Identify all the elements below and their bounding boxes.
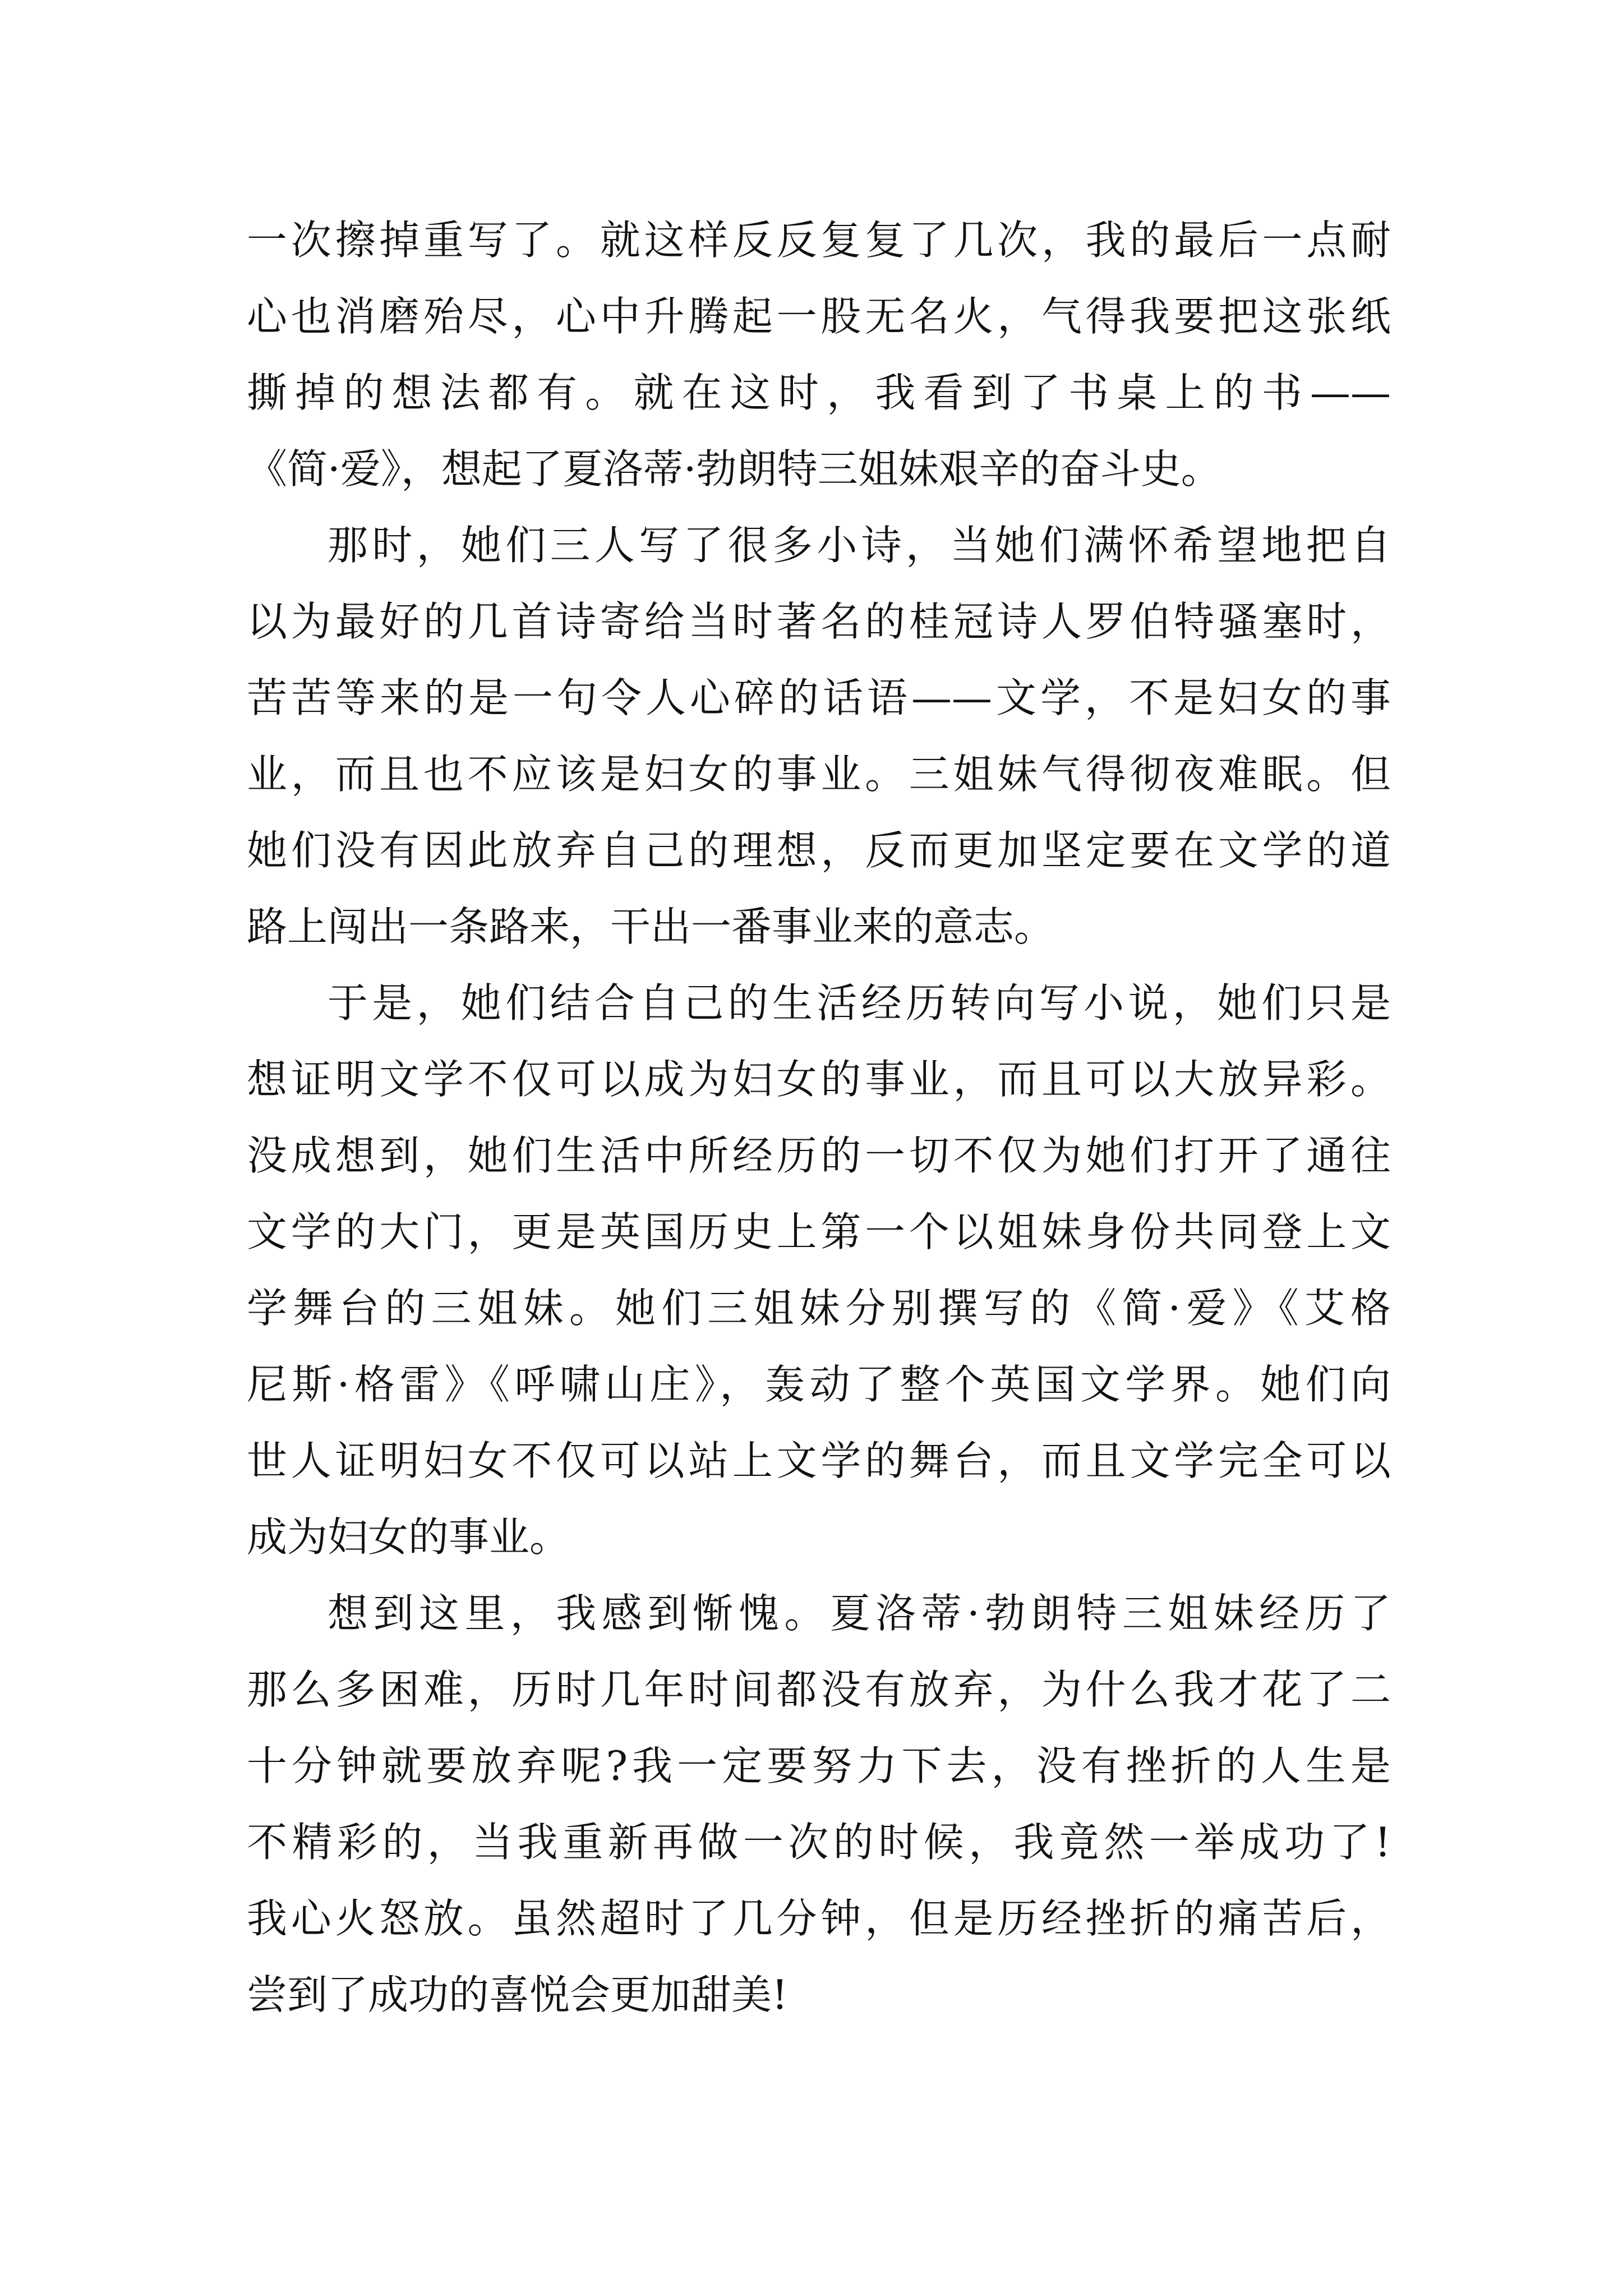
- text-line: 于是，她们结合自己的生活经历转向写小说，她们只是: [328, 979, 1391, 1027]
- paragraph-4: [247, 1575, 1391, 2033]
- text-line: 不精彩的，当我重新再做一次的时候，我竟然一举成功了!: [247, 1819, 1391, 1866]
- paragraph-2: [247, 507, 1391, 965]
- text-line: 一次擦掉重写了。就这样反反复复了几次，我的最后一点耐: [247, 217, 1391, 264]
- text-line: 文学的大门，更是英国历史上第一个以姐妹身份共同登上文: [247, 1208, 1391, 1255]
- text-line: 业，而且也不应该是妇女的事业。三姐妹气得彻夜难眠。但: [247, 751, 1391, 798]
- text-line: 那时，她们三人写了很多小诗，当她们满怀希望地把自: [328, 522, 1391, 569]
- text-line: 学舞台的三姐妹。她们三姐妹分别撰写的《简·爱》《艾格: [247, 1285, 1391, 1332]
- text-line: 成为妇女的事业。: [247, 1513, 570, 1561]
- text-line: 没成想到，她们生活中所经历的一切不仅为她们打开了通往: [247, 1132, 1391, 1179]
- text-line: 她们没有因此放弃自己的理想，反而更加坚定要在文学的道: [247, 827, 1391, 874]
- text-line: 尼斯·格雷》《呼啸山庄》，轰动了整个英国文学界。她们向: [247, 1361, 1391, 1408]
- text-line: 尝到了成功的喜悦会更加甜美!: [247, 1971, 788, 2018]
- body-text: [247, 202, 1391, 2033]
- text-line: 我心火怒放。虽然超时了几分钟，但是历经挫折的痛苦后，: [247, 1895, 1391, 1942]
- paragraph-1: [247, 202, 1391, 507]
- text-line: 世人证明妇女不仅可以站上文学的舞台，而且文学完全可以: [247, 1437, 1391, 1484]
- text-line: 《简·爱》，想起了夏洛蒂·勃朗特三姐妹艰辛的奋斗史。: [247, 445, 1221, 493]
- text-line: 想证明文学不仅可以成为妇女的事业，而且可以大放异彩。: [247, 1056, 1391, 1103]
- text-line: 十分钟就要放弃呢?我一定要努力下去，没有挫折的人生是: [247, 1742, 1391, 1789]
- text-line: 苦苦等来的是一句令人心碎的话语——文学，不是妇女的事: [247, 674, 1391, 721]
- text-line: 心也消磨殆尽，心中升腾起一股无名火，气得我要把这张纸: [247, 293, 1391, 340]
- text-line: 以为最好的几首诗寄给当时著名的桂冠诗人罗伯特骚塞时，: [247, 598, 1391, 645]
- paragraph-3: [247, 965, 1391, 1575]
- text-line: 那么多困难，历时几年时间都没有放弃，为什么我才花了二: [247, 1666, 1391, 1713]
- text-line: 想到这里，我感到惭愧。夏洛蒂·勃朗特三姐妹经历了: [328, 1590, 1391, 1637]
- text-line: 路上闯出一条路来，干出一番事业来的意志。: [247, 903, 1055, 950]
- text-line: 撕掉的想法都有。就在这时，我看到了书桌上的书——: [247, 369, 1391, 416]
